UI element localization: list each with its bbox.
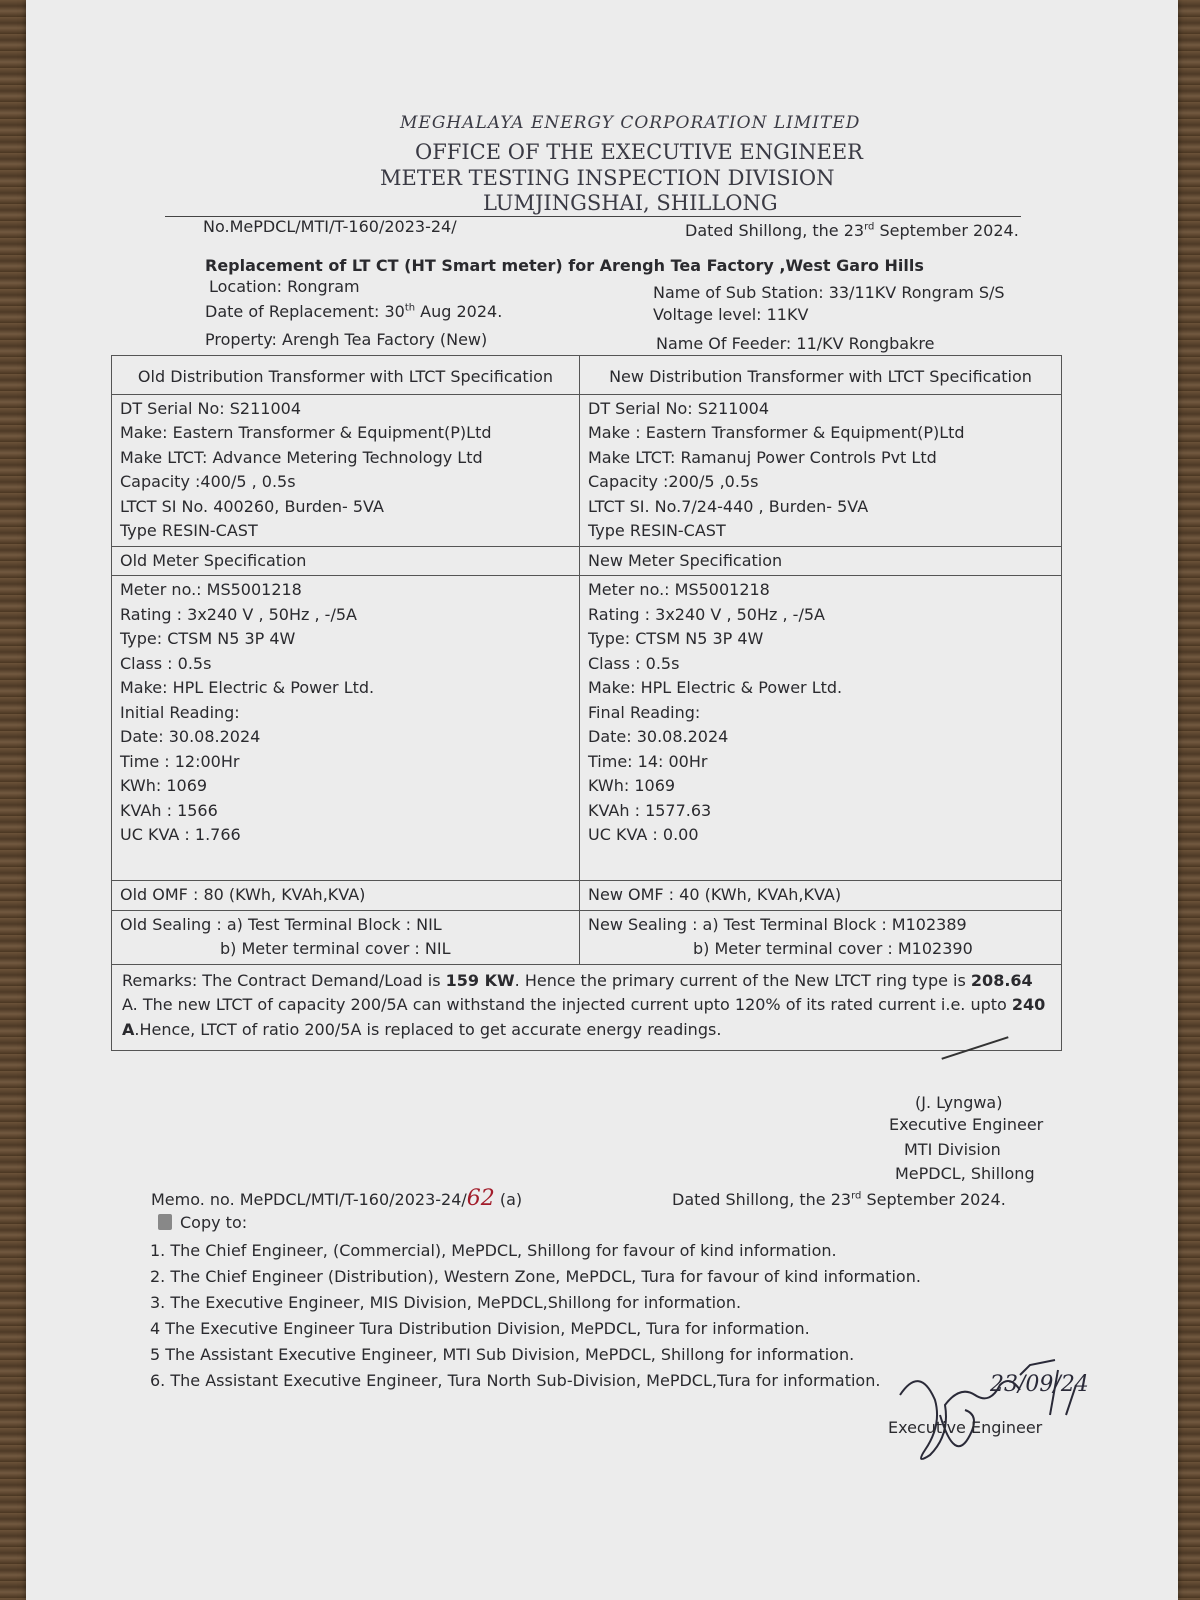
table-row — [112, 576, 1062, 881]
spec-line: Class : 0.5s — [588, 653, 680, 673]
old-omf: Old OMF : 80 (KWh, KVAh,KVA) — [112, 881, 580, 911]
list-item: 3. The Executive Engineer, MIS Division, MePDCL,Shillong for information. — [150, 1293, 742, 1312]
spec-line: Initial Reading: — [120, 702, 240, 722]
memo-dated: Dated Shillong, the 23rd September 2024. — [672, 1190, 1006, 1209]
copy-list — [150, 1238, 921, 1394]
spec-line: Meter no.: MS5001218 — [120, 580, 302, 599]
location-field: Location: Rongram — [209, 277, 360, 296]
table-row — [112, 910, 1062, 964]
table-row — [112, 394, 1062, 546]
old-sealing-b: b) Meter terminal cover : NIL — [220, 939, 451, 958]
new-meter-cell — [580, 576, 1062, 881]
spec-line: Meter no.: MS5001218 — [588, 580, 770, 599]
old-sealing-cell — [112, 910, 580, 964]
old-sealing-a: Old Sealing : a) Test Terminal Block : NIL — [120, 914, 442, 934]
feeder-field: Name Of Feeder: 11/KV Rongbakre — [656, 334, 935, 353]
new-sealing-cell — [580, 910, 1062, 964]
spec-line: Make: HPL Electric & Power Ltd. — [120, 678, 375, 697]
list-item: 2. The Chief Engineer (Distribution), Western Zone, MePDCL, Tura for favour of kind information. — [150, 1267, 921, 1286]
handwritten-date: 23/09/24 — [990, 1372, 1089, 1397]
office-title: OFFICE OF THE EXECUTIVE ENGINEER — [415, 140, 863, 164]
spec-line: Date: 30.08.2024 — [588, 727, 729, 746]
replacement-date-field: Date of Replacement: 30th Aug 2024. — [205, 302, 503, 321]
spec-line: Rating : 3x240 V , 50Hz , -/5A — [120, 604, 357, 624]
signatory-name: (J. Lyngwa) — [915, 1093, 1003, 1112]
spec-line: Type RESIN-CAST — [588, 521, 726, 540]
memo-number: Memo. no. MePDCL/MTI/T-160/2023-24/62 (a) — [151, 1186, 523, 1211]
spec-line: Make LTCT: Advance Metering Technology Ltd — [120, 447, 483, 467]
spec-line: Capacity :400/5 , 0.5s — [120, 472, 296, 491]
spec-line: KWh: 1069 — [588, 776, 676, 795]
table-row — [112, 356, 1062, 395]
list-item: 1. The Chief Engineer, (Commercial), MePDCL, Shillong for favour of kind information. — [150, 1241, 837, 1260]
dated-line: Dated Shillong, the 23rd September 2024. — [685, 221, 1019, 240]
reference-number: No.MePDCL/MTI/T-160/2023-24/ — [203, 217, 457, 236]
spec-line: KVAh : 1577.63 — [588, 800, 712, 820]
list-item: 6. The Assistant Executive Engineer, Tura North Sub-Division, MePDCL,Tura for information. — [150, 1371, 881, 1390]
new-dt-cell — [580, 394, 1062, 546]
spec-line: Type: CTSM N5 3P 4W — [588, 629, 764, 648]
old-dt-cell — [112, 394, 580, 546]
spec-line: Type: CTSM N5 3P 4W — [120, 629, 296, 648]
spec-line: Class : 0.5s — [120, 653, 212, 673]
division-title: METER TESTING INSPECTION DIVISION — [380, 166, 835, 190]
spec-line: LTCT SI. No.7/24-440 , Burden- 5VA — [588, 496, 869, 516]
new-dt-header: New Distribution Transformer with LTCT Specification — [580, 356, 1062, 395]
spec-line: Make: HPL Electric & Power Ltd. — [588, 678, 843, 697]
office-address: LUMJINGSHAI, SHILLONG — [483, 191, 778, 215]
spec-line: Time : 12:00Hr — [120, 751, 240, 771]
voltage-field: Voltage level: 11KV — [653, 305, 809, 324]
list-item: 4 The Executive Engineer Tura Distribution Division, MePDCL, Tura for information. — [150, 1319, 810, 1338]
spec-line: KWh: 1069 — [120, 776, 208, 795]
signatory-title: Executive Engineer — [889, 1115, 1044, 1134]
document-icon — [158, 1214, 172, 1230]
new-sealing-b: b) Meter terminal cover : M102390 — [693, 939, 973, 958]
copy-to-label: Copy to: — [158, 1213, 247, 1232]
spec-line: Final Reading: — [588, 702, 701, 722]
specification-table — [111, 355, 1062, 1051]
subject-line: Replacement of LT CT (HT Smart meter) for Arengh Tea Factory ,West Garo Hills — [205, 256, 924, 275]
new-sealing-a: New Sealing : a) Test Terminal Block : M102389 — [588, 914, 967, 934]
spec-line: KVAh : 1566 — [120, 800, 218, 820]
old-meter-header: Old Meter Specification — [112, 546, 580, 576]
spec-line: DT Serial No: S211004 — [120, 398, 302, 418]
substation-field: Name of Sub Station: 33/11KV Rongram S/S — [653, 283, 1005, 302]
signatory-org: MePDCL, Shillong — [895, 1164, 1035, 1183]
new-omf: New OMF : 40 (KWh, KVAh,KVA) — [580, 881, 1062, 911]
table-row — [112, 546, 1062, 576]
spec-line: Make : Eastern Transformer & Equipment(P)Ltd — [588, 423, 965, 442]
spec-line: Make: Eastern Transformer & Equipment(P)Ltd — [120, 423, 492, 442]
spec-line: Rating : 3x240 V , 50Hz , -/5A — [588, 604, 825, 624]
old-dt-header: Old Distribution Transformer with LTCT Specification — [112, 356, 580, 395]
table-row — [112, 964, 1062, 1051]
org-name: MEGHALAYA ENERGY CORPORATION LIMITED — [400, 113, 861, 133]
spec-line: Time: 14: 00Hr — [588, 751, 708, 771]
property-field: Property: Arengh Tea Factory (New) — [205, 330, 488, 349]
spec-line: Type RESIN-CAST — [120, 521, 258, 540]
new-meter-header: New Meter Specification — [580, 546, 1062, 576]
spec-line: UC KVA : 0.00 — [588, 825, 699, 844]
list-item: 5 The Assistant Executive Engineer, MTI Sub Division, MePDCL, Shillong for information. — [150, 1345, 855, 1364]
spec-line: DT Serial No: S211004 — [588, 398, 770, 418]
remarks: Remarks: The Contract Demand/Load is 159 KW. Hence the primary current of the New LTCT ring type is 208.64 A. The new LTCT of capacity 200/5A can withstand the injected current upto 120% of its rated current i.e. upto 240 A.Hence, LTCT of ratio 200/5A is replaced to get accurate energy readings. — [112, 964, 1062, 1051]
spec-line: UC KVA : 1.766 — [120, 825, 241, 844]
spec-line: LTCT SI No. 400260, Burden- 5VA — [120, 496, 384, 516]
spec-line: Make LTCT: Ramanuj Power Controls Pvt Ltd — [588, 447, 937, 467]
spec-line: Date: 30.08.2024 — [120, 727, 261, 746]
handwritten-memo-number: 62 — [466, 1186, 495, 1211]
signatory-division: MTI Division — [904, 1140, 1001, 1159]
signature-title: Executive Engineer — [888, 1418, 1043, 1437]
spec-line: Capacity :200/5 ,0.5s — [588, 472, 759, 491]
table-row — [112, 881, 1062, 911]
old-meter-cell — [112, 576, 580, 881]
